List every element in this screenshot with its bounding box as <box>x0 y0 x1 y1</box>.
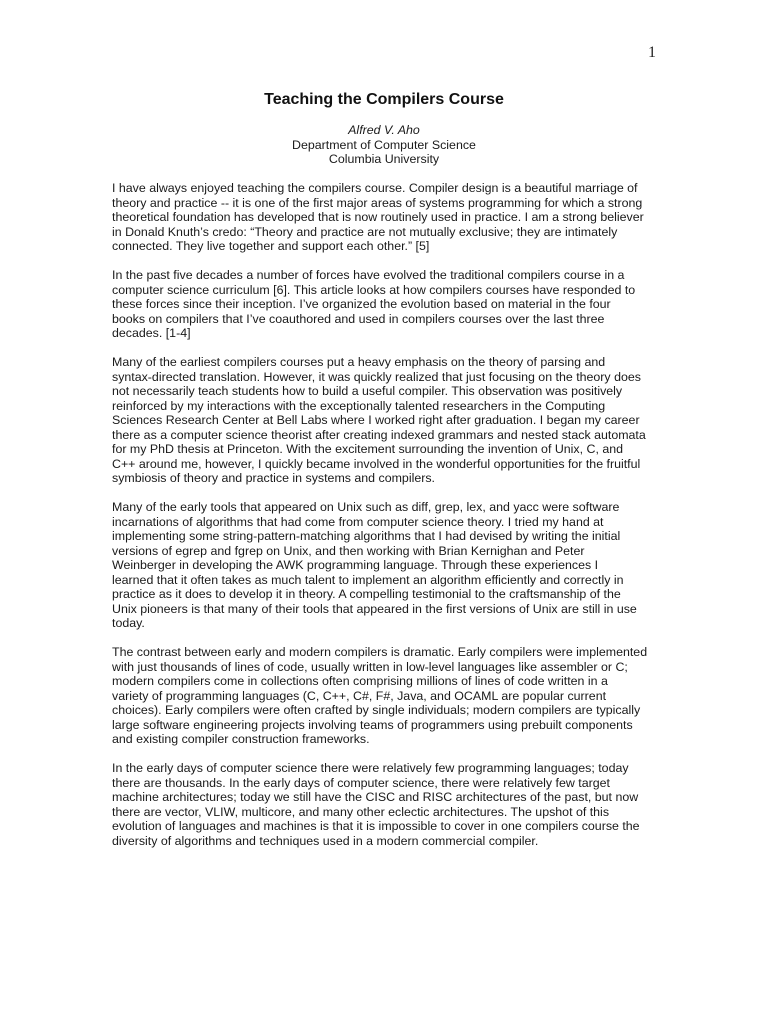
text-line: for my PhD thesis at Princeton. With the excitement surrounding the invention of Unix, C, and <box>112 442 624 456</box>
text-line: today. <box>112 616 145 630</box>
text-line: books on compilers that I’ve coauthored and used in compilers courses over the last three <box>112 311 605 326</box>
text-line: connected. They live together and support each other.” [5] <box>112 239 430 253</box>
text-line: In the past five decades a number of forces have evolved the traditional compilers course in a <box>112 268 625 282</box>
text-line: Unix pioneers is that many of their tools that appeared in the first versions of Unix are still in use <box>112 601 637 616</box>
paragraph <box>112 181 657 254</box>
text-line: Sciences Research Center at Bell Labs where I worked right after graduation. I began my career <box>112 413 640 427</box>
text-line: there are vector, VLIW, multicore, and many other eclectic architectures. The upshot of this <box>112 804 610 819</box>
text-line: evolution of languages and machines is that it is impossible to cover in one compilers course the <box>112 819 640 833</box>
text-line: implementing some string-pattern-matching algorithms that I had devised by writing the initial <box>112 529 621 543</box>
document-title: Teaching the Compilers Course <box>264 91 504 108</box>
text-line: diversity of algorithms and techniques used in a modern commercial compiler. <box>112 833 539 848</box>
text-line: modern compilers come in collections often comprising millions of lines of code written in a <box>112 674 608 688</box>
text-line: these forces since their inception. I’ve organized the evolution based on material in the four <box>112 297 611 311</box>
text-line: not necessarily teach students how to build a useful compiler. This observation was positively <box>112 384 623 398</box>
text-line: syntax-directed translation. However, it was quickly realized that just focusing on the theory does <box>112 369 641 384</box>
text-line: there are thousands. In the early days of computer science, there were relatively few target <box>112 775 610 790</box>
text-line: with just thousands of lines of code, usually written in low-level languages like assembler or C; <box>112 659 628 674</box>
text-line: Weinberger in developing the AWK programming language. Through these experiences I <box>112 558 599 572</box>
paragraph <box>112 645 657 747</box>
paragraph <box>112 761 657 848</box>
text-line: in Donald Knuth’s credo: “Theory and practice are not mutually exclusive; they are intimately <box>112 224 618 239</box>
text-line: large software engineering projects involving teams of programmers using prebuilt components <box>112 717 633 732</box>
text-line: practice as it does to develop it in theory. A compelling testimonial to the craftsmanship of the <box>112 587 621 601</box>
author-name: Alfred V. Aho <box>348 123 420 137</box>
text-line: Many of the earliest compilers courses put a heavy emphasis on the theory of parsing and <box>112 355 606 369</box>
text-line: computer science curriculum [6]. This article looks at how compilers courses have responded to <box>112 282 636 297</box>
text-line: machine architectures; today we still have the CISC and RISC architectures of the past, but now <box>112 790 639 804</box>
text-line: C++ around me, however, I quickly became involved in the wonderful opportunities for the fruitful <box>112 456 641 471</box>
text-line: reinforced by my interactions with the exceptionally talented researchers in the Computing <box>112 398 606 413</box>
text-line: I have always enjoyed teaching the compilers course. Compiler design is a beautiful marriage of <box>112 181 638 195</box>
text-line: symbiosis of theory and practice in systems and compilers. <box>112 471 435 485</box>
text-line: learned that it often takes as much talent to implement an algorithm efficiently and correctly in <box>112 572 624 587</box>
text-line: variety of programming languages (C, C++, C#, F#, Java, and OCAML are popular current <box>112 688 607 703</box>
page-number: 1 <box>648 44 656 61</box>
paragraph <box>112 355 657 486</box>
paragraph <box>112 500 657 631</box>
text-line: decades. [1-4] <box>112 326 191 340</box>
text-line: versions of egrep and fgrep on Unix, and then working with Brian Kernighan and Peter <box>112 543 585 558</box>
text-line: choices). Early compilers were often crafted by single individuals; modern compilers are typically <box>112 703 641 717</box>
author-institution: Columbia University <box>328 152 440 166</box>
text-line: Many of the early tools that appeared on Unix such as diff, grep, lex, and yacc were software <box>112 500 620 514</box>
paragraph <box>112 268 657 341</box>
text-line: there as a computer science theorist after creating indexed grammars and nested stack automata <box>112 427 646 442</box>
text-line: incarnations of algorithms that had come from computer science theory. I tried my hand at <box>112 514 604 529</box>
author-department: Department of Computer Science <box>292 137 476 152</box>
author-block <box>0 123 768 167</box>
text-line: theory and practice -- it is one of the first major areas of systems programming for which a strong <box>112 195 643 210</box>
text-line: and existing compiler construction frameworks. <box>112 732 370 746</box>
text-line: In the early days of computer science there were relatively few programming languages; today <box>112 761 629 775</box>
body-text <box>112 181 657 863</box>
text-line: The contrast between early and modern compilers is dramatic. Early compilers were implemented <box>112 645 648 659</box>
text-line: theoretical foundation has developed that is now routinely used in practice. I am a strong believer <box>112 210 644 224</box>
